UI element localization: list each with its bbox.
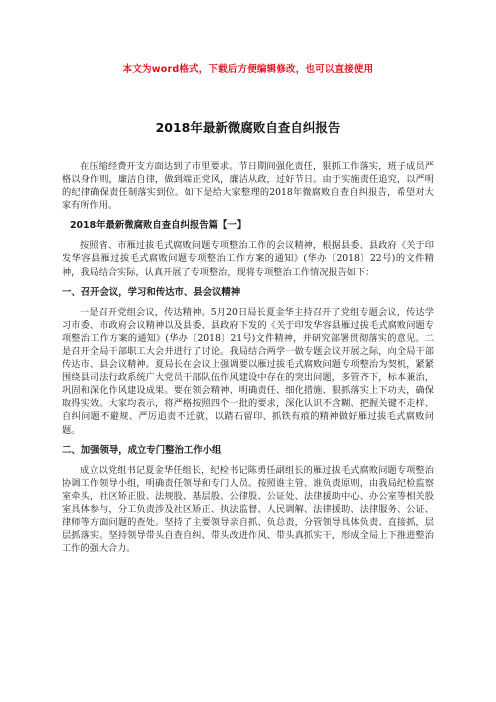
document-body bbox=[62, 160, 434, 555]
paragraph-1: 按照省、市雁过拔毛式腐败问题专项整治工作的会议精神，根据县委、县政府《关于印发华容县雁过拔毛式腐败问题专项整治工作方案的通知》(华办〔2018〕22号)的文件精神，我局结合实际，认真开展了专项整治，现将专项整治工作情况报告如下： bbox=[62, 240, 434, 278]
paragraph-3: 成立以党组书记夏金华任组长，纪检书记陈勇任副组长的雁过拔毛式腐败问题专项整治协调工作领导小组，明确责任领导和专门人员。按照谁主管、谁负责原则，由我局纪检监察室牵头，社区矫正股、法规股、基层股、公律股、公证处、法律援助中心、办公室等相关股室具体参与，分工负责涉及社区矫正、执法监督、人民调解、法律援助、法律服务、公证、律师等方面问题的查处。坚持了主要领导亲自抓、负总责，分管领导具体负责、直接抓，层层抓落实。坚持领导带头自查自纠、带头改进作风、带头真抓实干，形成全局上下推进整治工作的强大合力。 bbox=[62, 464, 434, 555]
paragraph-2: 一是召开党组会议，传达精神。5月20日局长夏金华主持召开了党组专题会议，传达学习市委、市政府会议精神以及县委、县政府下发的《关于印发华容县雁过拔毛式腐败问题专项整治工作方案的通知》(华办〔2018〕21号)文件精神，并研究部署贯彻落实的意见。二是召开全局干部职工大会并进行了讨论。我局结合两学一做专题会议开展之际，向全局干部传达市、县会议精神。夏局长在会议上强调要以雁过拔毛式腐败问题专项整治为契机，紧紧围绕县司法行政系统广大党员干部队伍作风建设中存在的突出问题，多管齐下，标本兼治，巩固和深化作风建设成果。要在领会精神、明确责任、细化措施、狠抓落实上下功夫，确保取得实效。大家均表示，将严格按照四个一批的要求，深化认识不含糊、把握关键不走样、自纠问题不避规、严厉追责不迁就，以踏石留印、抓铁有痕的精神做好雁过拔毛式腐败问题。 bbox=[62, 306, 434, 436]
intro-paragraph: 在压缩经费开支方面达到了市里要求。节日期间强化责任，狠抓工作落实，班子成员严格以身作则，廉洁自律，做到端正党风，廉洁从政，过好节日。由于实施责任追究，以严明的纪律确保责任制落实到位。如下是给大家整理的2018年微腐败自查自纠报告，希望对大家有所作用。 bbox=[62, 161, 434, 212]
report-subtitle: 2018年最新微腐败自查自纠报告篇【一】 bbox=[70, 220, 247, 232]
document-title: 2018年最新微腐败自查自纠报告 bbox=[155, 120, 341, 135]
section-heading-2: 二、加强领导，成立专门整治工作小组 bbox=[62, 444, 222, 456]
download-notice: 本文为word格式，下载后方便编辑修改，也可以直接使用 bbox=[122, 64, 374, 75]
section-heading-1: 一、召开会议，学习和传达市、县会议精神 bbox=[62, 286, 241, 298]
